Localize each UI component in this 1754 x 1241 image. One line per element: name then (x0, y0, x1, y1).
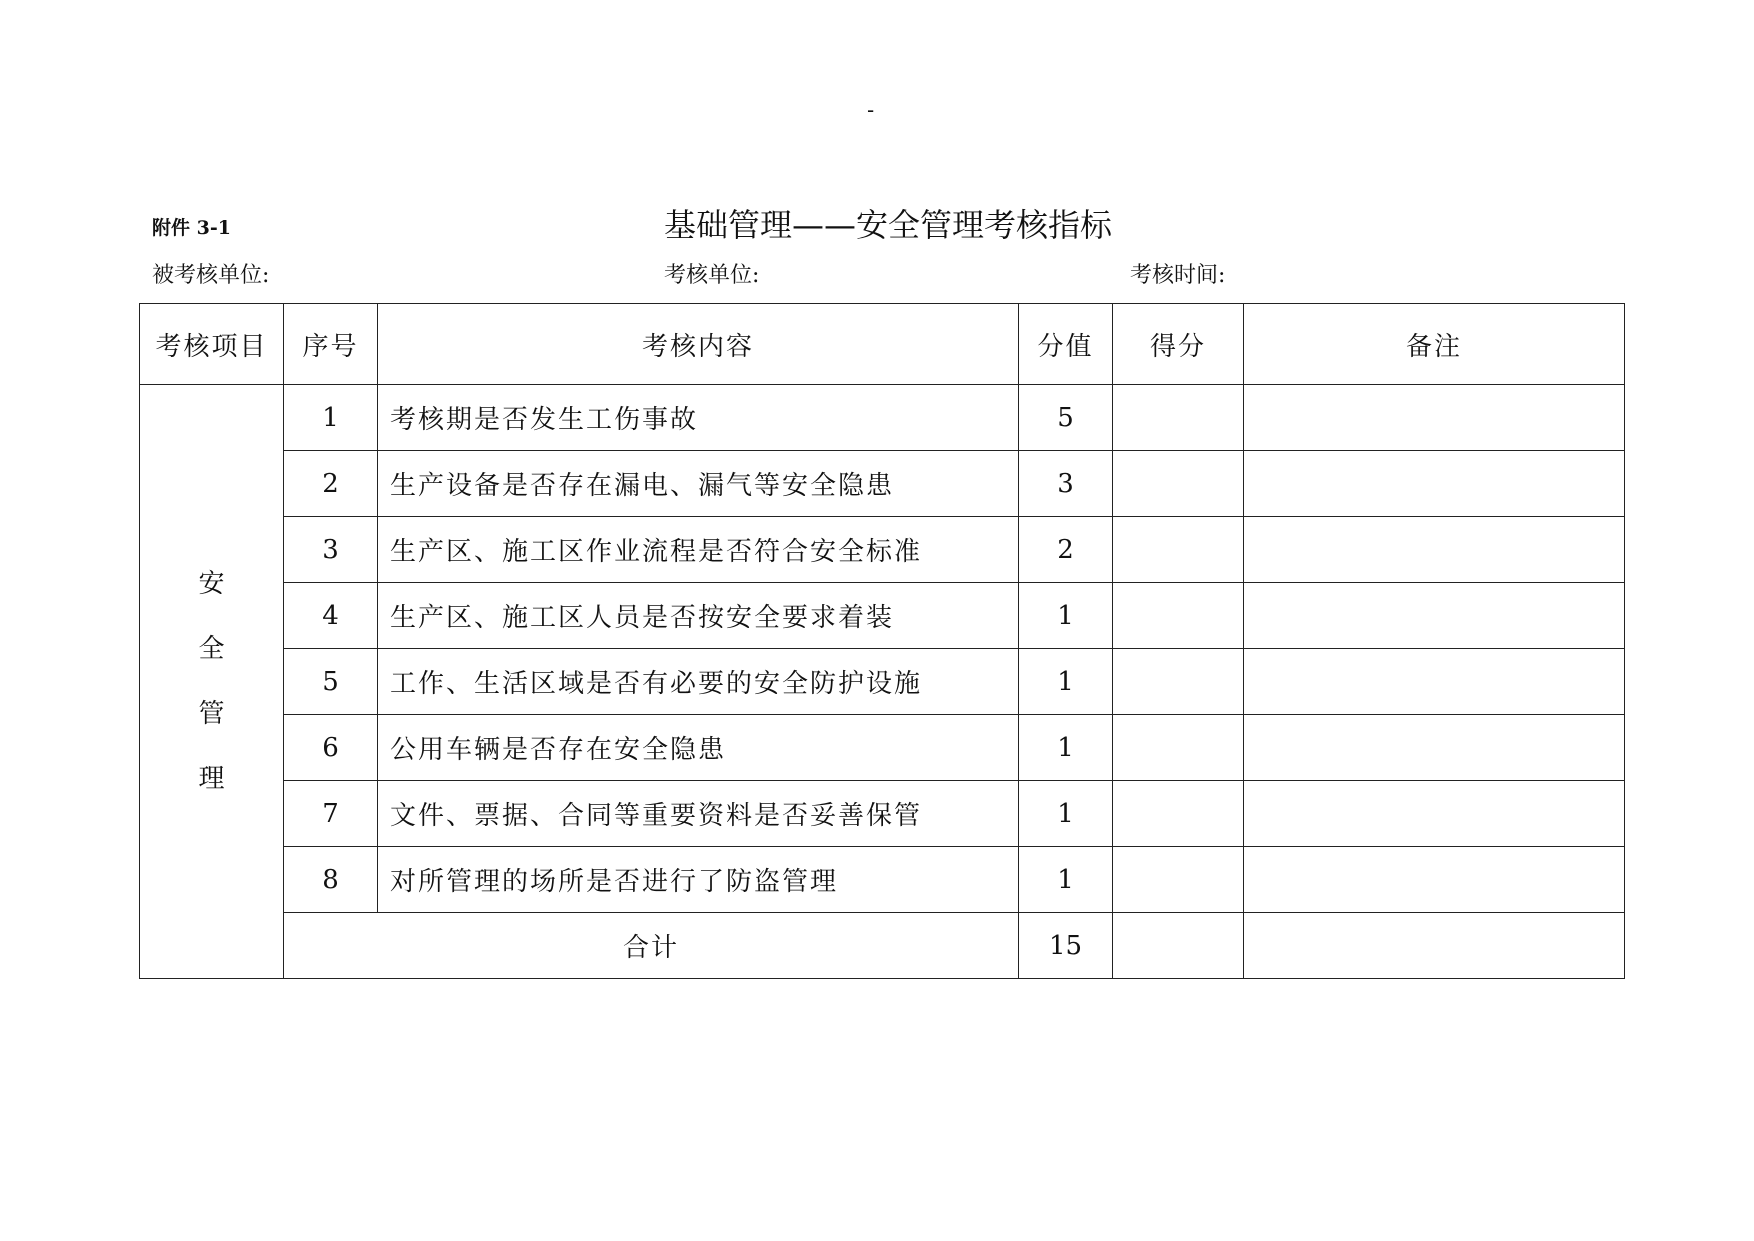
content-cell: 工作、生活区域是否有必要的安全防护设施 (378, 649, 1019, 715)
score-got-cell[interactable] (1113, 517, 1244, 583)
content-cell: 公用车辆是否存在安全隐患 (378, 715, 1019, 781)
total-score-cell: 15 (1019, 913, 1113, 979)
table-row (140, 847, 1625, 913)
header-score-got: 得分 (1113, 304, 1244, 385)
score-got-cell[interactable] (1113, 847, 1244, 913)
remark-cell[interactable] (1244, 385, 1625, 451)
table-header-row (140, 304, 1625, 385)
attachment-label: 附件 3-1 (152, 217, 231, 239)
remark-cell[interactable] (1244, 781, 1625, 847)
assessed-unit-label: 被考核单位: (152, 263, 270, 288)
table-row (140, 385, 1625, 451)
score-value-cell: 1 (1019, 715, 1113, 781)
page-mark: - (867, 98, 875, 122)
score-got-cell[interactable] (1113, 649, 1244, 715)
category-cell (140, 385, 284, 979)
assessment-table (139, 303, 1625, 979)
assessor-unit-label: 考核单位: (664, 263, 760, 288)
total-remark-cell[interactable] (1244, 913, 1625, 979)
category-char: 全 (198, 633, 225, 664)
score-value-cell: 3 (1019, 451, 1113, 517)
table-row (140, 517, 1625, 583)
score-value-cell: 1 (1019, 583, 1113, 649)
total-score-got-cell[interactable] (1113, 913, 1244, 979)
table-row (140, 451, 1625, 517)
table-row (140, 583, 1625, 649)
score-value-cell: 2 (1019, 517, 1113, 583)
score-value-cell: 1 (1019, 847, 1113, 913)
remark-cell[interactable] (1244, 517, 1625, 583)
header-project: 考核项目 (140, 304, 284, 385)
table-row (140, 715, 1625, 781)
header-content: 考核内容 (378, 304, 1019, 385)
remark-cell[interactable] (1244, 649, 1625, 715)
score-got-cell[interactable] (1113, 451, 1244, 517)
seq-cell: 5 (284, 649, 378, 715)
total-label: 合计 (284, 913, 1019, 979)
seq-cell: 1 (284, 385, 378, 451)
seq-cell: 6 (284, 715, 378, 781)
header-seq: 序号 (284, 304, 378, 385)
score-got-cell[interactable] (1113, 715, 1244, 781)
seq-cell: 8 (284, 847, 378, 913)
header-score-value: 分值 (1019, 304, 1113, 385)
content-cell: 生产区、施工区作业流程是否符合安全标准 (378, 517, 1019, 583)
content-cell: 考核期是否发生工伤事故 (378, 385, 1019, 451)
category-label (198, 552, 224, 812)
score-value-cell: 1 (1019, 649, 1113, 715)
document-title: 基础管理——安全管理考核指标 (664, 206, 1113, 244)
table-row (140, 649, 1625, 715)
remark-cell[interactable] (1244, 451, 1625, 517)
score-got-cell[interactable] (1113, 385, 1244, 451)
remark-cell[interactable] (1244, 583, 1625, 649)
header-remark: 备注 (1244, 304, 1625, 385)
content-cell: 文件、票据、合同等重要资料是否妥善保管 (378, 781, 1019, 847)
content-cell: 生产设备是否存在漏电、漏气等安全隐患 (378, 451, 1019, 517)
total-row (140, 913, 1625, 979)
category-char: 安 (198, 568, 225, 599)
table-row (140, 781, 1625, 847)
score-value-cell: 1 (1019, 781, 1113, 847)
seq-cell: 7 (284, 781, 378, 847)
seq-cell: 4 (284, 583, 378, 649)
score-got-cell[interactable] (1113, 781, 1244, 847)
seq-cell: 2 (284, 451, 378, 517)
remark-cell[interactable] (1244, 715, 1625, 781)
seq-cell: 3 (284, 517, 378, 583)
remark-cell[interactable] (1244, 847, 1625, 913)
content-cell: 对所管理的场所是否进行了防盗管理 (378, 847, 1019, 913)
category-char: 理 (198, 763, 225, 794)
assessment-time-label: 考核时间: (1130, 263, 1226, 288)
score-value-cell: 5 (1019, 385, 1113, 451)
score-got-cell[interactable] (1113, 583, 1244, 649)
content-cell: 生产区、施工区人员是否按安全要求着装 (378, 583, 1019, 649)
category-char: 管 (198, 698, 225, 729)
